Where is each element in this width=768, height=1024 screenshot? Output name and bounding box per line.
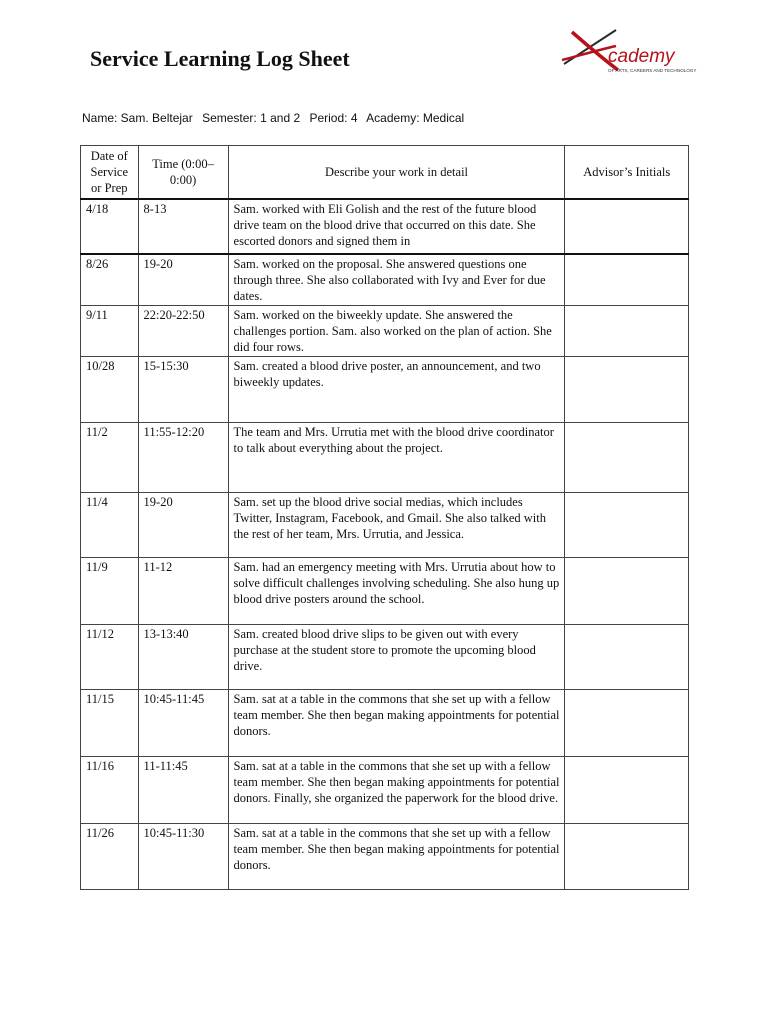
row-advisor-initials <box>565 199 689 254</box>
row-advisor-initials <box>565 306 689 357</box>
header-advisor-initials: Advisor’s Initials <box>565 146 689 200</box>
row-date: 11/26 <box>81 824 139 890</box>
row-time: 13-13:40 <box>138 625 228 690</box>
row-description: Sam. created blood drive slips to be given out with every purchase at the student store to promote the upcoming blood drive. <box>228 625 565 690</box>
row-advisor-initials <box>565 690 689 757</box>
row-date: 11/12 <box>81 625 139 690</box>
row-description: Sam. set up the blood drive social medias, which includes Twitter, Instagram, Facebook, and Gmail. She also talked with the rest of her team, Mrs. Urrutia, and Jessica. <box>228 493 565 558</box>
row-time: 19-20 <box>138 254 228 306</box>
header-time: Time (0:00–0:00) <box>138 146 228 200</box>
row-time: 15-15:30 <box>138 357 228 423</box>
table-header-row <box>81 146 689 200</box>
row-date: 11/2 <box>81 423 139 493</box>
row-date: 11/16 <box>81 757 139 824</box>
page-title: Service Learning Log Sheet <box>90 46 350 71</box>
row-time: 11-12 <box>138 558 228 625</box>
row-description: Sam. sat at a table in the commons that she set up with a fellow team member. She then began making appointments for potential donors. Finally, she organized the paperwork for the blood drive. <box>228 757 565 824</box>
row-advisor-initials <box>565 493 689 558</box>
table-row <box>81 199 689 254</box>
header-description: Describe your work in detail <box>228 146 565 200</box>
row-description: Sam. worked on the proposal. She answered questions one through three. She also collaborated with Ivy and Ever for due dates. <box>228 254 565 306</box>
table-row <box>81 493 689 558</box>
row-date: 4/18 <box>81 199 139 254</box>
row-description: Sam. created a blood drive poster, an announcement, and two biweekly updates. <box>228 357 565 423</box>
row-date: 11/15 <box>81 690 139 757</box>
row-advisor-initials <box>565 625 689 690</box>
row-time: 10:45-11:30 <box>138 824 228 890</box>
table-row <box>81 254 689 306</box>
academy-logo <box>558 20 698 80</box>
period: Period: 4 <box>309 111 358 125</box>
row-advisor-initials <box>565 757 689 824</box>
student-info <box>82 111 470 125</box>
row-description: The team and Mrs. Urrutia met with the blood drive coordinator to talk about everything about the project. <box>228 423 565 493</box>
row-date: 9/11 <box>81 306 139 357</box>
table-row <box>81 423 689 493</box>
row-date: 11/4 <box>81 493 139 558</box>
table-row <box>81 558 689 625</box>
semester: Semester: 1 and 2 <box>202 111 301 125</box>
row-advisor-initials <box>565 357 689 423</box>
row-advisor-initials <box>565 254 689 306</box>
row-description: Sam. worked on the biweekly update. She answered the challenges portion. Sam. also worked on the plan of action. She did four rows. <box>228 306 565 357</box>
row-time: 11-11:45 <box>138 757 228 824</box>
row-advisor-initials <box>565 423 689 493</box>
row-date: 10/28 <box>81 357 139 423</box>
logo-wordmark: cademy <box>608 46 675 67</box>
table-row <box>81 306 689 357</box>
table-row <box>81 625 689 690</box>
row-description: Sam. worked with Eli Golish and the rest of the future blood drive team on the blood drive that occurred on this date. She escorted donors and signed them in <box>228 199 565 254</box>
row-time: 10:45-11:45 <box>138 690 228 757</box>
log-table <box>80 145 689 890</box>
row-advisor-initials <box>565 558 689 625</box>
row-advisor-initials <box>565 824 689 890</box>
row-description: Sam. sat at a table in the commons that she set up with a fellow team member. She then began making appointments for potential donors. <box>228 824 565 890</box>
row-time: 19-20 <box>138 493 228 558</box>
logo-subtext: OF ARTS, CAREERS AND TECHNOLOGY <box>608 68 697 73</box>
row-time: 11:55-12:20 <box>138 423 228 493</box>
table-row <box>81 357 689 423</box>
table-row <box>81 757 689 824</box>
table-row <box>81 824 689 890</box>
row-date: 11/9 <box>81 558 139 625</box>
row-description: Sam. had an emergency meeting with Mrs. Urrutia about how to solve difficult challenges involving scheduling. She also hung up blood drive posters around the school. <box>228 558 565 625</box>
academy: Academy: Medical <box>366 111 465 125</box>
row-time: 8-13 <box>138 199 228 254</box>
row-date: 8/26 <box>81 254 139 306</box>
table-row <box>81 690 689 757</box>
row-time: 22:20-22:50 <box>138 306 228 357</box>
row-description: Sam. sat at a table in the commons that she set up with a fellow team member. She then began making appointments for potential donors. <box>228 690 565 757</box>
student-name: Name: Sam. Beltejar <box>82 111 193 125</box>
header-date: Date of Service or Prep <box>81 146 139 200</box>
log-body <box>81 199 689 890</box>
